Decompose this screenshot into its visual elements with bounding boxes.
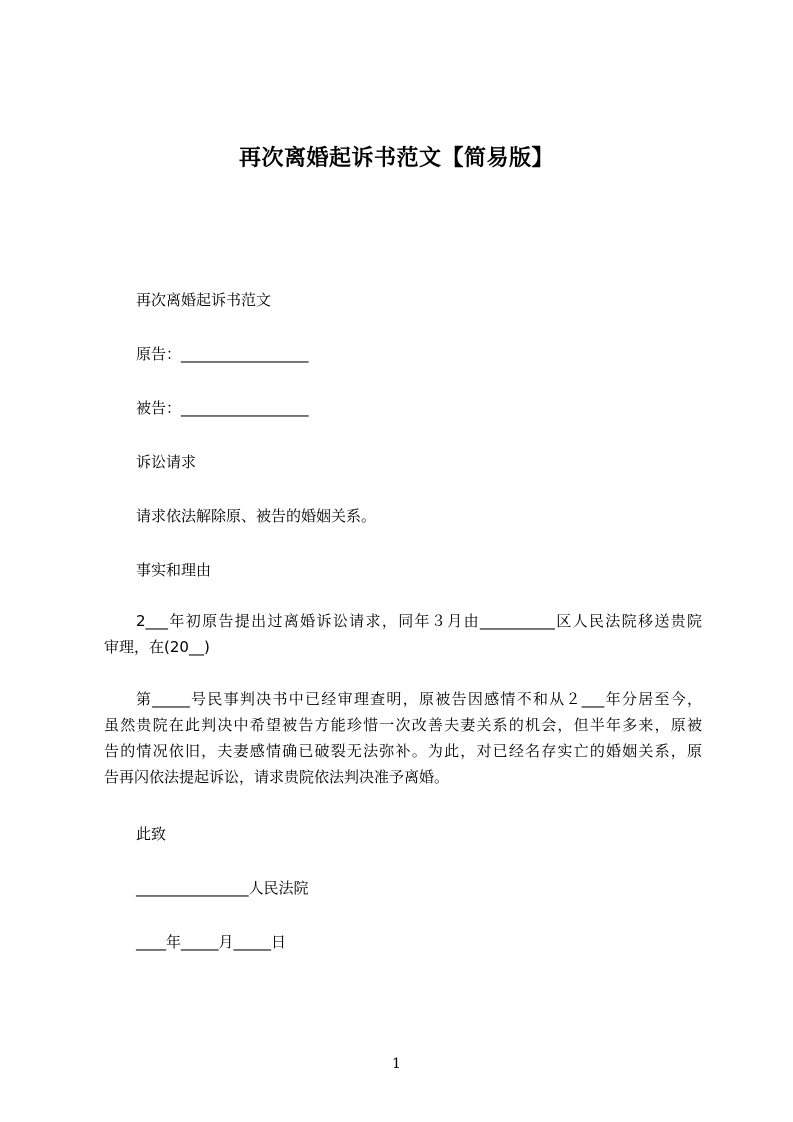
facts-para1-line1: 2___年初原告提出过离婚诉讼请求，同年３月由__________区人民法院移送贵院 xyxy=(136,612,702,630)
defendant-line: 被告：_________________ xyxy=(136,399,309,417)
facts-paragraph-2 xyxy=(104,686,702,790)
claims-text: 请求依法解除原、被告的婚姻关系。 xyxy=(136,507,377,525)
facts-para2-line2: 虽然贵院在此判决中希望被告方能珍惜一次改善夫妻关系的机会，但半年多来，原被 xyxy=(104,716,702,734)
plaintiff-line: 原告：_________________ xyxy=(136,345,309,363)
document-title: 再次离婚起诉书范文【简易版】 xyxy=(238,146,554,171)
facts-para2-line4: 告再闪依法提起诉讼，请求贵院依法判决准予离婚。 xyxy=(104,768,450,786)
page-number: 1 xyxy=(392,1056,401,1072)
closing: 此致 xyxy=(136,825,167,843)
facts-para1-line2: 审理，在(20__) xyxy=(104,638,210,656)
facts-heading: 事实和理由 xyxy=(136,561,212,579)
claims-heading: 诉讼请求 xyxy=(136,453,197,471)
court-line: _______________人民法院 xyxy=(136,879,309,897)
date-line: ____年_____月_____日 xyxy=(136,933,287,951)
facts-para2-line1: 第_____号民事判决书中已经审理查明，原被告因感情不和从２___年分居至今， xyxy=(136,690,702,708)
facts-para2-line3: 告的情况依旧，夫妻感情确已破裂无法弥补。为此，对已经名存实亡的婚姻关系，原 xyxy=(104,742,702,760)
facts-paragraph-1 xyxy=(104,608,702,660)
subtitle: 再次离婚起诉书范文 xyxy=(136,291,272,309)
